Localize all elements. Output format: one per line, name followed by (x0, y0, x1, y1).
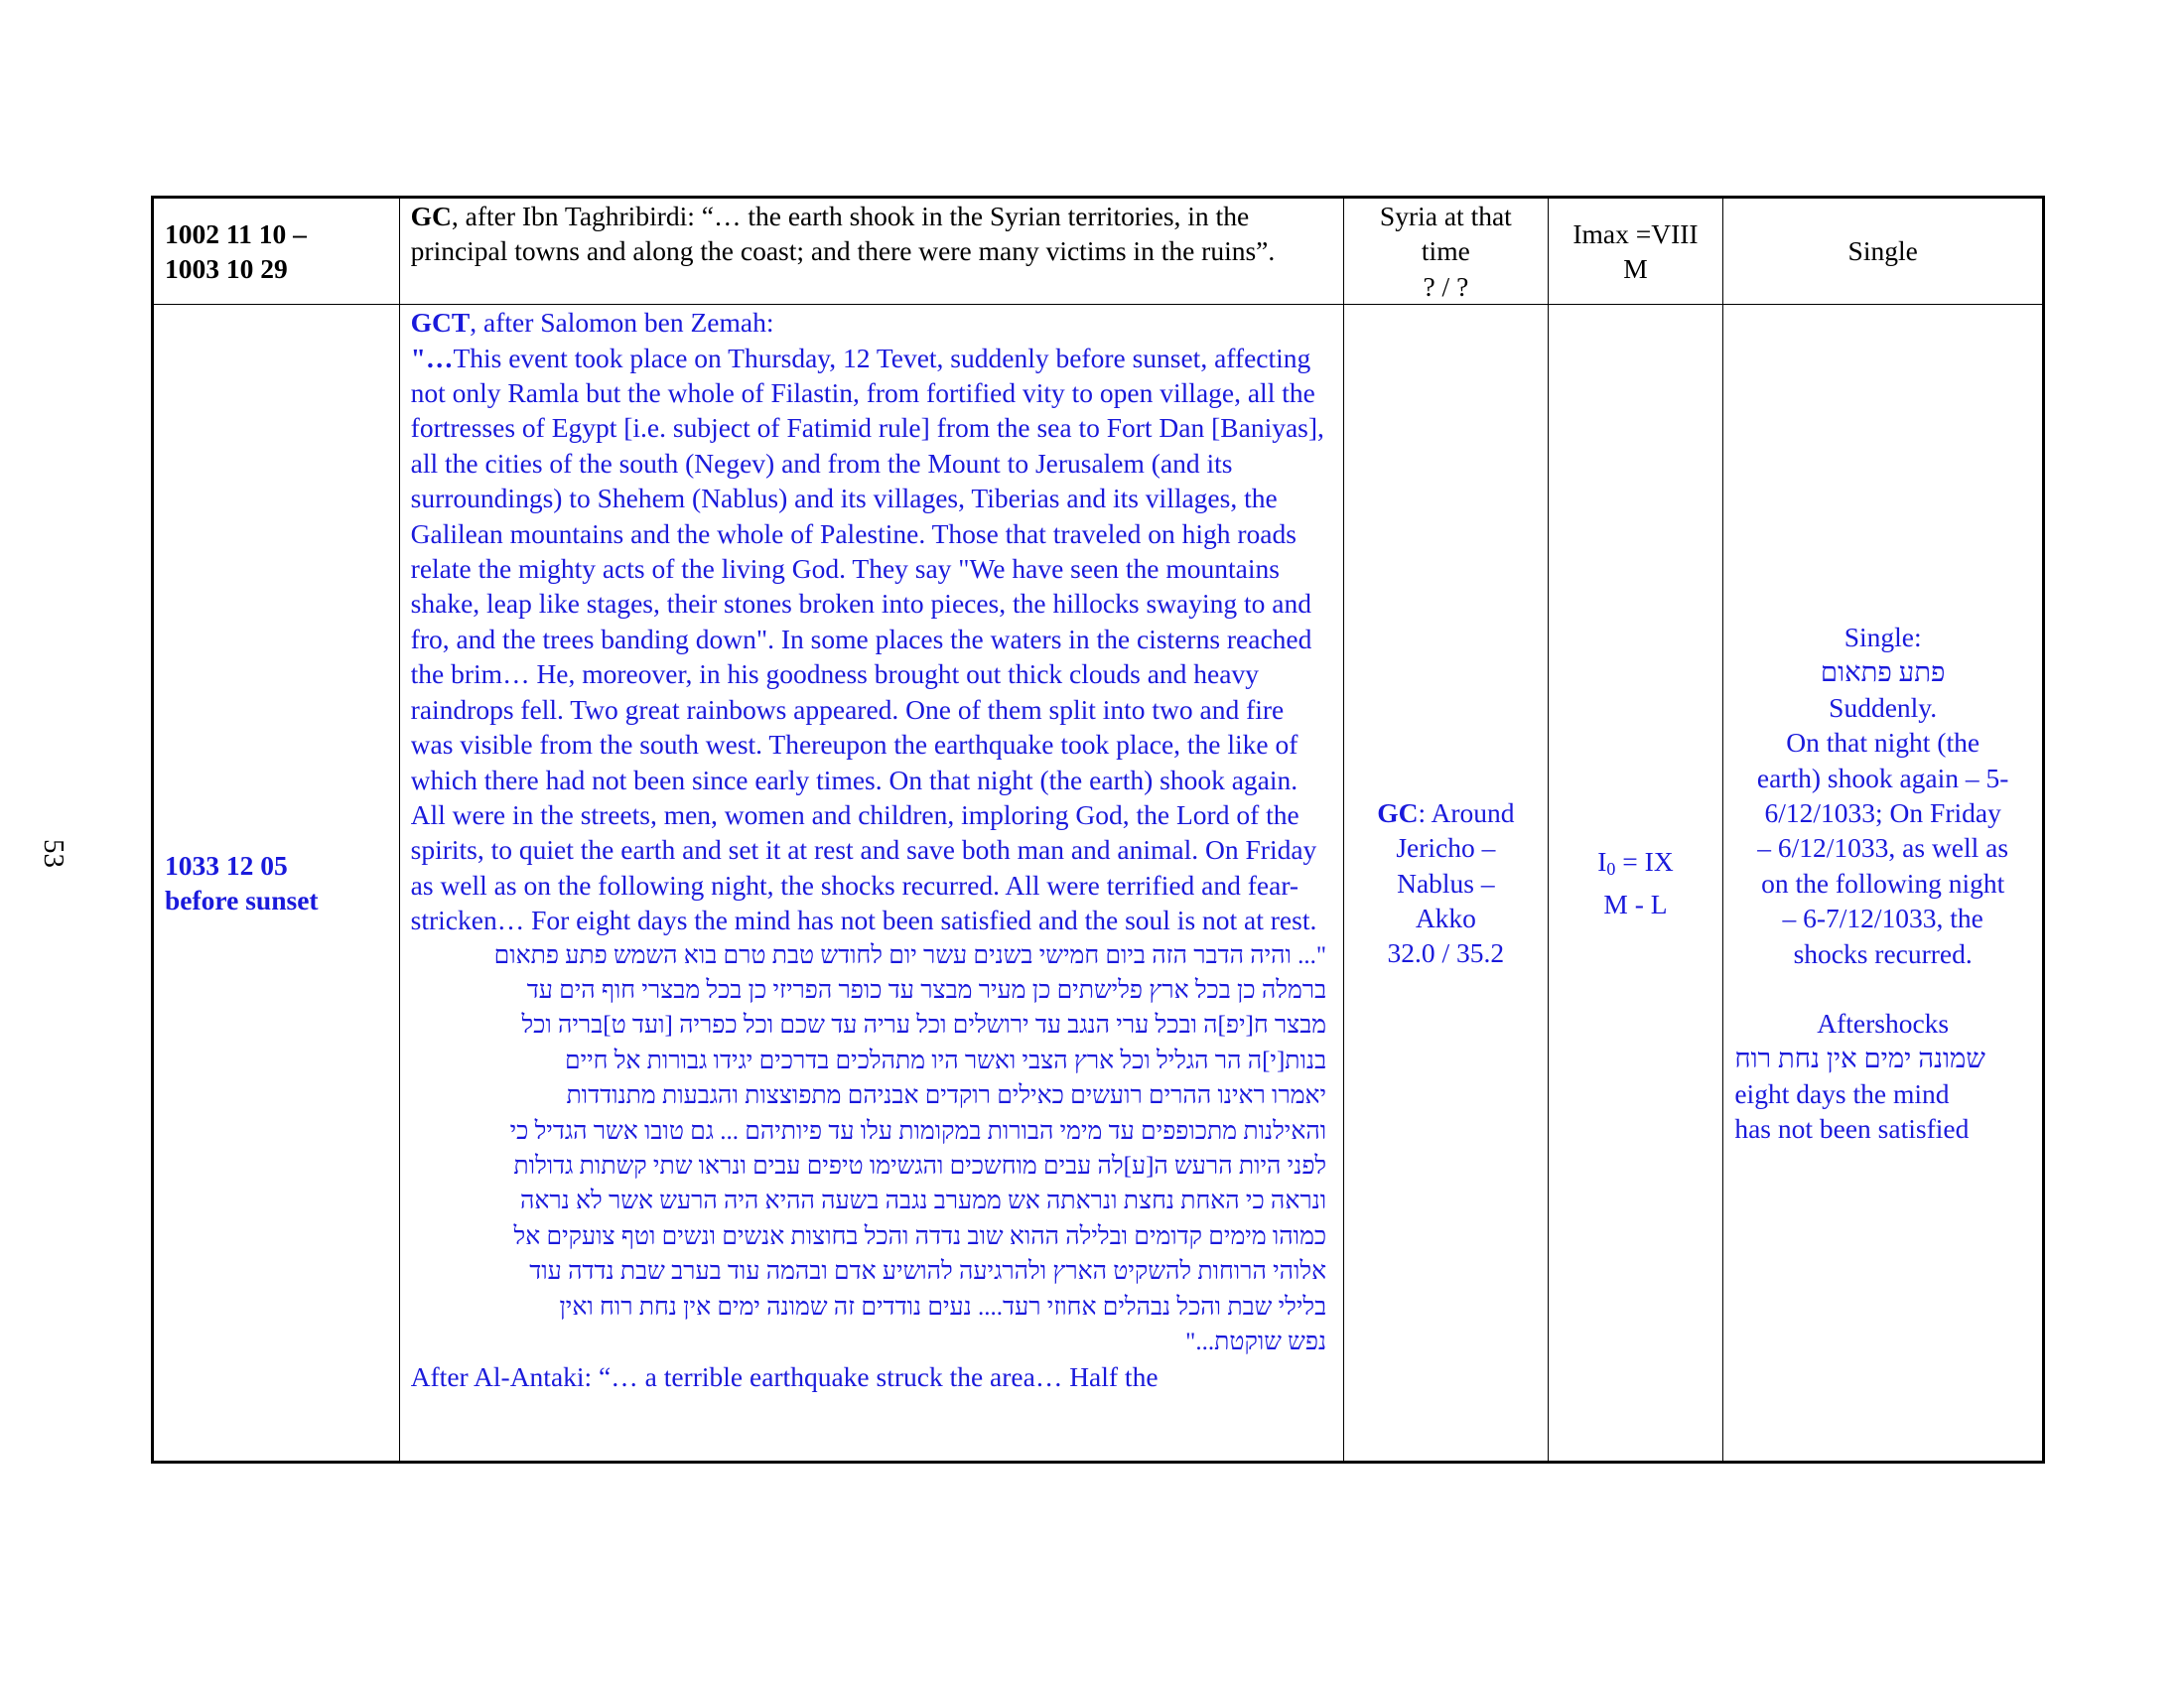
hebrew-line: בנות[י]ה הר הגליל וכל ארץ הצבי ואשר היו מתהלכים בדרכים יגידו גבורות אל חיים (564, 1047, 1327, 1074)
intensity-subscript: 0 (1606, 858, 1616, 879)
quote-open: "… (410, 342, 454, 373)
hebrew-line: יאמרו ראינו ההרים רועשים כאילים רוקדים אבניהם מתפוצצות והגבעות מתנודדות (566, 1082, 1327, 1110)
event-type: Single (1847, 235, 1918, 267)
description-cell (399, 198, 1343, 305)
source-label: GC (410, 201, 452, 231)
location-line: 32.0 / 35.2 (1387, 937, 1505, 969)
intensity-prefix: I (1597, 845, 1607, 877)
location-line: : Around (1418, 796, 1515, 828)
source-label: GCT (410, 307, 471, 339)
type-cell (1723, 198, 2044, 305)
description-cell (399, 305, 1343, 1463)
description-body: This event took place on Thursday, 12 Tevet, suddenly before sunset, affecting not only Ramla but the whole of Filastin, from fortified vity to open village, all the fortresses of Egypt [i.e. subject of Fatimid rule] from the sea to Fort Dan [Baniyas], all the cities of the south (Negev) and from the Mount to Jerusalem (and its surroundings) to Shehem (Nablus) and its villages, Tiberias and its villages, the Galilean mountains and the whole of Palestine. Those that traveled on high roads relate the mighty acts of the living God. They say "We have seen the mountains shake, leap like stages, their stones broken into pieces, the hillocks swaying to and fro, and the trees banding down". In some places the waters in the cisterns reached the brim… He, moreover, in his goodness brought out thick clouds and heavy raindrops fell. Two great rainbows appeared. One of them split into two and fire was visible from the south west. Thereupon the earthquake took place, the like of which there had not been since early times. On that night (the earth) shook again. All were in the streets, men, women and children, imploring God, the Lord of the spirits, to quiet the earth and set it at rest and save both man and animal. On Friday as well as on the following night, the shocks recurred. All were terrified and fear-stricken… For eight days the mind has not been satisfied and the soul is not at rest. (410, 342, 1324, 936)
hebrew-line: ונראה כי האחת נחצת ונראתה אש ממערב נגבה בשעה ההיא היה הרעש אשר לא נראה (520, 1188, 1327, 1215)
location-line: Nablus – (1397, 867, 1495, 899)
hebrew-line: והאילנות מתכופפים עד מימי הבורות במקומות עלו עד פיותיהם ... גם טובו אשר הגדיל כי (509, 1117, 1327, 1145)
type-line: 6/12/1033; On Friday (1764, 796, 2001, 828)
date-cell (153, 305, 400, 1463)
date-line: 1033 12 05 (165, 849, 288, 881)
date-line: 1003 10 29 (165, 253, 288, 285)
type-line: on the following night (1761, 867, 2005, 899)
intensity-cell (1548, 198, 1723, 305)
type-line: earth) shook again – 5- (1756, 762, 2009, 793)
intensity-value (1560, 844, 1712, 887)
intensity-line: M - L (1603, 889, 1668, 920)
type-line: Single: (1843, 621, 1922, 652)
page-number: 53 (38, 839, 69, 868)
description-text (411, 341, 1332, 938)
location-line: Jericho – (1396, 832, 1496, 864)
source-attribution (411, 305, 1332, 340)
intensity-suffix: = IX (1615, 845, 1674, 877)
earthquake-catalogue-table (151, 196, 2045, 1464)
description-text: , after Ibn Taghribirdi: “… the earth shook in the Syrian territories, in the principal towns and along the coast; and there were many victims in the ruins”. (410, 201, 1276, 267)
aftershocks-line: Aftershocks (1817, 1007, 1950, 1039)
aftershocks-line: eight days the mind (1734, 1077, 1950, 1109)
location-source-label: GC (1377, 796, 1419, 828)
location-line: time (1421, 235, 1470, 267)
table-row (153, 198, 2044, 305)
type-line: shocks recurred. (1793, 937, 1973, 969)
type-line: – 6-7/12/1033, the (1782, 903, 1983, 934)
location-cell (1344, 305, 1549, 1463)
location-line: ? / ? (1423, 270, 1469, 302)
location-cell (1344, 198, 1549, 305)
hebrew-line: ברמלה כן בכל ארץ פלישתים כן מעיר מבצר עד כופר הפריזי כן בכל מבצרי חוף הים עד (526, 976, 1327, 1004)
location-line: Syria at that (1379, 201, 1512, 231)
aftershocks-line: has not been satisfied (1734, 1113, 1970, 1145)
type-line: – 6/12/1033, as well as (1757, 832, 2009, 864)
hebrew-line: לפני היות הרעש ה[ע]לה עבים מוחשכים והגשימו טיפים עבים ונראו שתי קשתות גדולות (513, 1152, 1327, 1180)
type-line: Suddenly. (1829, 691, 1938, 723)
date-line: before sunset (165, 885, 319, 916)
source-text: , after Salomon ben Zemah: (470, 307, 774, 339)
hebrew-quote (411, 938, 1332, 1360)
hebrew-line: מבצר ח[יפ]ה ובכל ערי הנגב עד ירושלים וכל עריה עד שכם וכל כפריה [ועד ט]בריה וכל (521, 1012, 1327, 1040)
continuation-text: After Al-Antaki: “… a terrible earthquake struck the area… Half the (410, 1361, 1159, 1393)
date-line: 1002 11 10 – (165, 217, 307, 249)
intensity-line: Imax =VIII (1572, 217, 1699, 249)
intensity-cell (1548, 305, 1723, 1463)
hebrew-line: בלילי שבת והכל נבהלים אחוזי רעד.... נעים נודדים זה שמונה ימים אין נחת רוח ואין (559, 1293, 1327, 1321)
location-line: Akko (1415, 902, 1476, 933)
type-line: On that night (the (1786, 727, 1980, 759)
aftershocks-line: שמונה ימים אין נחת רוח (1734, 1043, 1985, 1074)
table-row (153, 305, 2044, 1463)
hebrew-line: נפש שוקטת..." (1185, 1329, 1327, 1355)
date-cell (153, 198, 400, 305)
hebrew-line: אלוהי הרוחות להשקיט הארץ ולהרגיעה להושיע אדם ובהמה עוד בערב שבת נדדה עוד (529, 1258, 1327, 1286)
type-line: פתע פתאום (1820, 656, 1946, 688)
hebrew-line: "... והיה הדבר הזה ביום חמישי בשנים עשר יום לחודש טבת טרם בוא השמש פתע פתאום (493, 941, 1327, 969)
spacer (1734, 971, 2031, 1006)
intensity-line: M (1623, 253, 1648, 285)
hebrew-line: כמוהו מימים קדומים ובלילה ההוא שוב נדדה והכל בחוצות אנשים ונשים וטף צועקים אל (513, 1222, 1327, 1250)
type-cell (1723, 305, 2044, 1463)
